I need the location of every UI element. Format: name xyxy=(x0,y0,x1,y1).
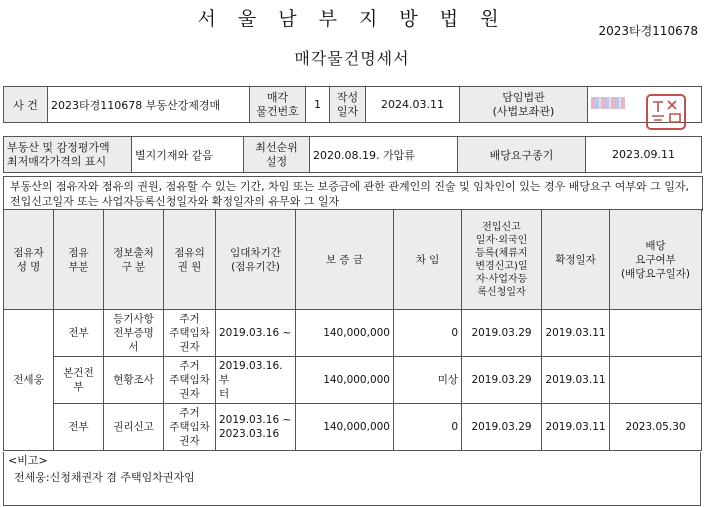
remarks-label: <비고> xyxy=(8,454,48,467)
header-period: 임대차기간 (점유기간) xyxy=(216,210,296,310)
sale-item-value: 1 xyxy=(306,87,330,123)
row-fixed-date: 2019.03.11 xyxy=(542,357,610,404)
row-deposit: 140,000,000 xyxy=(296,310,394,357)
row-right: 주거 주택임차 권자 xyxy=(164,404,216,451)
row-dividend xyxy=(610,310,702,357)
table-row xyxy=(4,357,702,404)
priority-label: 최선순위 설정 xyxy=(244,137,310,173)
row-rent: 0 xyxy=(394,404,462,451)
row-part: 본건전 부 xyxy=(54,357,104,404)
row-rent: 미상 xyxy=(394,357,462,404)
remarks-box xyxy=(3,452,701,506)
case-value: 2023타경110678 부동산강제경매 xyxy=(48,87,250,123)
header-dividend: 배당 요구여부 (배당요구일자) xyxy=(610,210,702,310)
row-source: 등기사항 전부증명 서 xyxy=(104,310,164,357)
row-source: 현황조사 xyxy=(104,357,164,404)
deadline-label: 배당요구종기 xyxy=(458,137,586,173)
case-number-top: 2023타경110678 xyxy=(598,24,698,38)
case-label: 사 건 xyxy=(4,87,48,123)
document-title: 매각물건명세서 xyxy=(294,49,410,68)
judge-label: 담임법관 (사법보좌관) xyxy=(460,87,588,123)
row-deposit: 140,000,000 xyxy=(296,404,394,451)
row-moving-in: 2019.03.29 xyxy=(462,310,542,357)
header-source: 정보출처 구 분 xyxy=(104,210,164,310)
table-row xyxy=(4,310,702,357)
row-rent: 0 xyxy=(394,310,462,357)
case-info-table xyxy=(3,86,702,123)
header-rent: 차 임 xyxy=(394,210,462,310)
notice-text: 부동산의 점유자와 점유의 권원, 점유할 수 있는 기간, 차임 또는 보증금에 관한 관계인의 진술 및 임차인이 있는 경우 배당요구 여부와 그 일자, 전입신고일자 또는 사업자등록신청일자와 확정일자의 유무와 그 일자 xyxy=(3,176,703,211)
row-right: 주거 주택임차 권자 xyxy=(164,310,216,357)
remarks-text: 전세웅:신청채권자 겸 주택임차권자임 xyxy=(14,471,195,484)
row-fixed-date: 2019.03.11 xyxy=(542,404,610,451)
written-date-label: 작성 일자 xyxy=(330,87,366,123)
row-part: 전부 xyxy=(54,310,104,357)
header-fixed-date: 확정일자 xyxy=(542,210,610,310)
court-name: 서 울 남 부 지 방 법 원 xyxy=(197,8,507,30)
priority-value: 2020.08.19. 가압류 xyxy=(310,137,458,173)
row-dividend xyxy=(610,357,702,404)
header-part: 점유 부분 xyxy=(54,210,104,310)
row-moving-in: 2019.03.29 xyxy=(462,404,542,451)
occupant-name: 전세웅 xyxy=(4,310,54,451)
court-seal-icon xyxy=(644,92,688,132)
row-period: 2019.03.16 ~ xyxy=(216,310,296,357)
header-deposit: 보 증 금 xyxy=(296,210,394,310)
deadline-value: 2023.09.11 xyxy=(586,137,702,173)
row-right: 주거 주택임차 권자 xyxy=(164,357,216,404)
occupancy-table xyxy=(3,209,702,451)
table-row xyxy=(4,404,702,451)
row-period: 2019.03.16 ~ 2023.03.16 xyxy=(216,404,296,451)
written-date-value: 2024.03.11 xyxy=(366,87,460,123)
row-fixed-date: 2019.03.11 xyxy=(542,310,610,357)
header-right: 점유의 권 원 xyxy=(164,210,216,310)
row-part: 전부 xyxy=(54,404,104,451)
redacted-name xyxy=(591,97,625,109)
appraisal-value: 별지기재와 같음 xyxy=(132,137,244,173)
row-dividend: 2023.05.30 xyxy=(610,404,702,451)
row-source: 권리신고 xyxy=(104,404,164,451)
row-deposit: 140,000,000 xyxy=(296,357,394,404)
header-occupant: 점유자 성 명 xyxy=(4,210,54,310)
appraisal-info-table xyxy=(3,136,702,173)
row-moving-in: 2019.03.29 xyxy=(462,357,542,404)
appraisal-label: 부동산 및 감정평가액 최저매각가격의 표시 xyxy=(4,137,132,173)
header-moving-in: 전입신고 일자·외국인 등록(체류지 변경신고)일 자·사업자등 록신청일자 xyxy=(462,210,542,310)
sale-item-label: 매각 물건번호 xyxy=(250,87,306,123)
row-period: 2019.03.16.부 터 xyxy=(216,357,296,404)
